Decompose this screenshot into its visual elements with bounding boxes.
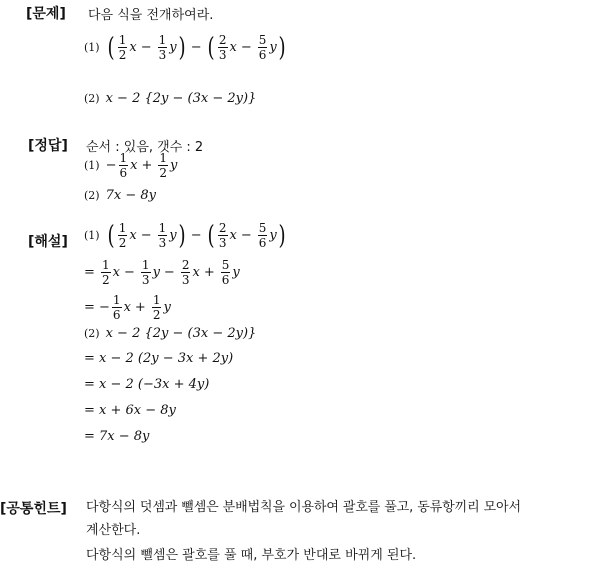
problem-label: [문제] <box>26 6 66 22</box>
solution-step-4 <box>84 326 256 341</box>
solution-line-5: = 7x − 8y <box>84 429 150 444</box>
problem-number-2: (2) <box>84 92 100 105</box>
answer-number-2: (2) <box>84 189 100 202</box>
problem-expression-2 <box>84 91 256 106</box>
solution-line-4: = x + 6x − 8y <box>84 403 176 418</box>
solution-label: [해설] <box>28 234 68 250</box>
answer-order-count: 순서 : 있음, 갯수 : 2 <box>86 140 204 155</box>
solution-line-1: x − 2 {2y − (3x − 2y)} <box>105 326 257 341</box>
solution-line-3: = x − 2 (−3x + 4y) <box>84 377 210 392</box>
answer-2 <box>84 188 156 203</box>
solution-step-2: = $\frac{1}{2}$ x − $\frac{1}{3}$ y − $\frac{2}{3}$ x + $\frac{5}{6}$ y <box>84 258 240 287</box>
solution-step-7 <box>84 403 176 418</box>
solution-step-6 <box>84 377 209 392</box>
solution-step-1: (1) ( $\frac{1}{2}$ x − $\frac{1}{3}$ y ) − ( $\frac{2}{3}$ x − $\frac{5}{6}$ y ) <box>84 220 286 251</box>
problem-expression-1: (1) ( $\frac{1}{2}$ x − $\frac{1}{3}$ y ) − ( $\frac{2}{3}$ x − $\frac{5}{6}$ y ) <box>84 32 286 63</box>
hint-line-1: 다항식의 덧셈과 뺄셈은 분배법칙을 이용하여 괄호를 풀고, 동류항끼리 모아서 <box>86 500 521 515</box>
solution-number-1: (1) <box>84 229 100 242</box>
answer-1: (1) − $\frac{1}{6}$ x + $\frac{1}{2}$ y <box>84 151 178 180</box>
solution-line-2: = x − 2 (2y − 3x + 2y) <box>84 351 234 366</box>
hint-line-3: 다항식의 뺄셈은 괄호를 풀 때, 부호가 반대로 바뀌게 된다. <box>86 548 417 563</box>
solution-step-8 <box>84 429 149 444</box>
problem-number-1: (1) <box>84 41 100 54</box>
solution-step-3: = − $\frac{1}{6}$ x + $\frac{1}{2}$ y <box>84 293 171 322</box>
solution-number-2: (2) <box>84 327 100 340</box>
answer-label: [정답] <box>28 138 68 154</box>
hint-label: [공통힌트] <box>0 501 67 517</box>
problem-expression-2-text: x − 2 {2y − (3x − 2y)} <box>105 91 257 106</box>
problem-instruction: 다음 식을 전개하여라. <box>88 8 214 23</box>
solution-step-5 <box>84 351 233 366</box>
answer-2-text: 7x − 8y <box>105 188 156 203</box>
hint-line-2: 계산한다. <box>86 523 141 538</box>
answer-number-1: (1) <box>84 159 100 172</box>
